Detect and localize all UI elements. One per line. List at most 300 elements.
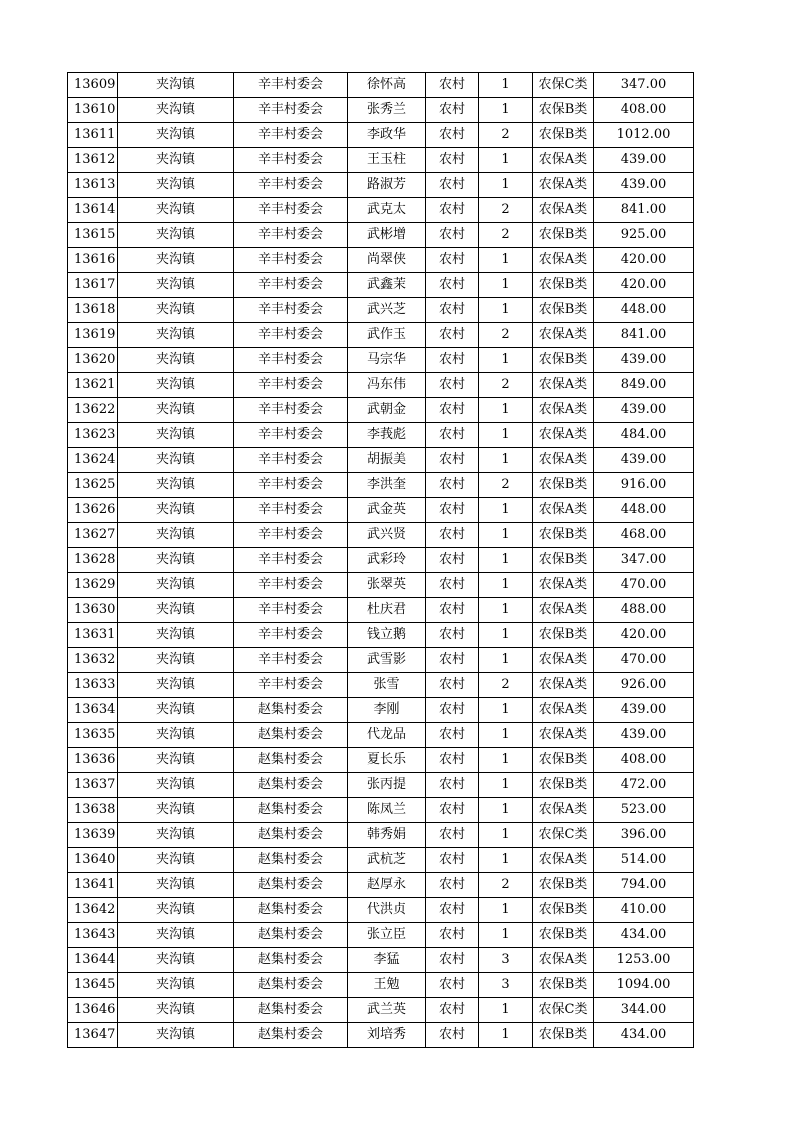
insurance-class-cell: 农保A类 bbox=[533, 198, 594, 223]
village-committee-cell: 辛丰村委会 bbox=[234, 648, 348, 673]
person-name-cell: 夏长乐 bbox=[348, 748, 426, 773]
area-type-cell: 农村 bbox=[426, 773, 479, 798]
record-id-cell: 13635 bbox=[68, 723, 118, 748]
household-count-cell: 3 bbox=[479, 973, 533, 998]
household-count-cell: 1 bbox=[479, 748, 533, 773]
table-row bbox=[68, 823, 694, 848]
village-committee-cell: 赵集村委会 bbox=[234, 873, 348, 898]
town-cell: 夹沟镇 bbox=[118, 848, 234, 873]
insurance-class-cell: 农保A类 bbox=[533, 698, 594, 723]
amount-cell: 523.00 bbox=[594, 798, 694, 823]
town-cell: 夹沟镇 bbox=[118, 398, 234, 423]
insurance-class-cell: 农保A类 bbox=[533, 448, 594, 473]
area-type-cell: 农村 bbox=[426, 198, 479, 223]
household-count-cell: 1 bbox=[479, 173, 533, 198]
record-id-cell: 13620 bbox=[68, 348, 118, 373]
household-count-cell: 1 bbox=[479, 598, 533, 623]
insurance-class-cell: 农保B类 bbox=[533, 523, 594, 548]
person-name-cell: 尚翠侠 bbox=[348, 248, 426, 273]
record-id-cell: 13609 bbox=[68, 73, 118, 98]
village-committee-cell: 辛丰村委会 bbox=[234, 523, 348, 548]
town-cell: 夹沟镇 bbox=[118, 948, 234, 973]
village-committee-cell: 赵集村委会 bbox=[234, 848, 348, 873]
household-count-cell: 2 bbox=[479, 323, 533, 348]
person-name-cell: 李政华 bbox=[348, 123, 426, 148]
town-cell: 夹沟镇 bbox=[118, 123, 234, 148]
person-name-cell: 代龙品 bbox=[348, 723, 426, 748]
household-count-cell: 1 bbox=[479, 898, 533, 923]
table-row bbox=[68, 73, 694, 98]
household-count-cell: 3 bbox=[479, 948, 533, 973]
household-count-cell: 1 bbox=[479, 348, 533, 373]
table-row bbox=[68, 498, 694, 523]
town-cell: 夹沟镇 bbox=[118, 648, 234, 673]
person-name-cell: 武兴芝 bbox=[348, 298, 426, 323]
village-committee-cell: 辛丰村委会 bbox=[234, 423, 348, 448]
record-id-cell: 13638 bbox=[68, 798, 118, 823]
person-name-cell: 胡振美 bbox=[348, 448, 426, 473]
table-row bbox=[68, 173, 694, 198]
insurance-class-cell: 农保C类 bbox=[533, 73, 594, 98]
table-row bbox=[68, 748, 694, 773]
record-id-cell: 13625 bbox=[68, 473, 118, 498]
village-committee-cell: 辛丰村委会 bbox=[234, 198, 348, 223]
insurance-class-cell: 农保B类 bbox=[533, 473, 594, 498]
area-type-cell: 农村 bbox=[426, 798, 479, 823]
town-cell: 夹沟镇 bbox=[118, 598, 234, 623]
household-count-cell: 1 bbox=[479, 398, 533, 423]
record-id-cell: 13630 bbox=[68, 598, 118, 623]
person-name-cell: 张丙提 bbox=[348, 773, 426, 798]
person-name-cell: 张秀兰 bbox=[348, 98, 426, 123]
town-cell: 夹沟镇 bbox=[118, 673, 234, 698]
amount-cell: 344.00 bbox=[594, 998, 694, 1023]
village-committee-cell: 辛丰村委会 bbox=[234, 298, 348, 323]
town-cell: 夹沟镇 bbox=[118, 248, 234, 273]
village-committee-cell: 辛丰村委会 bbox=[234, 98, 348, 123]
village-committee-cell: 辛丰村委会 bbox=[234, 348, 348, 373]
area-type-cell: 农村 bbox=[426, 998, 479, 1023]
insurance-class-cell: 农保B类 bbox=[533, 298, 594, 323]
person-name-cell: 武兴贤 bbox=[348, 523, 426, 548]
village-committee-cell: 赵集村委会 bbox=[234, 998, 348, 1023]
insurance-class-cell: 农保B类 bbox=[533, 623, 594, 648]
town-cell: 夹沟镇 bbox=[118, 548, 234, 573]
town-cell: 夹沟镇 bbox=[118, 998, 234, 1023]
insurance-class-cell: 农保A类 bbox=[533, 848, 594, 873]
table-row bbox=[68, 723, 694, 748]
insurance-class-cell: 农保A类 bbox=[533, 723, 594, 748]
person-name-cell: 武克太 bbox=[348, 198, 426, 223]
household-count-cell: 2 bbox=[479, 473, 533, 498]
amount-cell: 484.00 bbox=[594, 423, 694, 448]
town-cell: 夹沟镇 bbox=[118, 473, 234, 498]
record-id-cell: 13618 bbox=[68, 298, 118, 323]
person-name-cell: 李莪彪 bbox=[348, 423, 426, 448]
village-committee-cell: 辛丰村委会 bbox=[234, 323, 348, 348]
record-id-cell: 13631 bbox=[68, 623, 118, 648]
person-name-cell: 李刚 bbox=[348, 698, 426, 723]
amount-cell: 439.00 bbox=[594, 348, 694, 373]
record-id-cell: 13612 bbox=[68, 148, 118, 173]
record-id-cell: 13634 bbox=[68, 698, 118, 723]
amount-cell: 420.00 bbox=[594, 273, 694, 298]
amount-cell: 347.00 bbox=[594, 548, 694, 573]
amount-cell: 841.00 bbox=[594, 198, 694, 223]
record-id-cell: 13644 bbox=[68, 948, 118, 973]
insurance-class-cell: 农保A类 bbox=[533, 398, 594, 423]
table-row bbox=[68, 698, 694, 723]
household-count-cell: 1 bbox=[479, 923, 533, 948]
insurance-class-cell: 农保B类 bbox=[533, 973, 594, 998]
insurance-class-cell: 农保A类 bbox=[533, 373, 594, 398]
table-row bbox=[68, 998, 694, 1023]
village-committee-cell: 辛丰村委会 bbox=[234, 498, 348, 523]
town-cell: 夹沟镇 bbox=[118, 923, 234, 948]
record-id-cell: 13645 bbox=[68, 973, 118, 998]
insurance-class-cell: 农保B类 bbox=[533, 98, 594, 123]
insurance-class-cell: 农保A类 bbox=[533, 323, 594, 348]
village-committee-cell: 赵集村委会 bbox=[234, 798, 348, 823]
person-name-cell: 张雪 bbox=[348, 673, 426, 698]
town-cell: 夹沟镇 bbox=[118, 1023, 234, 1048]
household-count-cell: 1 bbox=[479, 73, 533, 98]
amount-cell: 439.00 bbox=[594, 698, 694, 723]
town-cell: 夹沟镇 bbox=[118, 98, 234, 123]
person-name-cell: 武作玉 bbox=[348, 323, 426, 348]
person-name-cell: 王勉 bbox=[348, 973, 426, 998]
amount-cell: 1012.00 bbox=[594, 123, 694, 148]
area-type-cell: 农村 bbox=[426, 498, 479, 523]
table-row bbox=[68, 648, 694, 673]
record-id-cell: 13611 bbox=[68, 123, 118, 148]
household-count-cell: 1 bbox=[479, 648, 533, 673]
area-type-cell: 农村 bbox=[426, 823, 479, 848]
person-name-cell: 钱立鹅 bbox=[348, 623, 426, 648]
household-count-cell: 1 bbox=[479, 248, 533, 273]
household-count-cell: 2 bbox=[479, 873, 533, 898]
village-committee-cell: 赵集村委会 bbox=[234, 973, 348, 998]
record-id-cell: 13643 bbox=[68, 923, 118, 948]
town-cell: 夹沟镇 bbox=[118, 973, 234, 998]
person-name-cell: 陈凤兰 bbox=[348, 798, 426, 823]
table-row bbox=[68, 373, 694, 398]
village-committee-cell: 赵集村委会 bbox=[234, 1023, 348, 1048]
table-row bbox=[68, 248, 694, 273]
record-id-cell: 13641 bbox=[68, 873, 118, 898]
record-id-cell: 13629 bbox=[68, 573, 118, 598]
area-type-cell: 农村 bbox=[426, 448, 479, 473]
village-committee-cell: 辛丰村委会 bbox=[234, 373, 348, 398]
insurance-class-cell: 农保B类 bbox=[533, 748, 594, 773]
person-name-cell: 武金英 bbox=[348, 498, 426, 523]
amount-cell: 439.00 bbox=[594, 148, 694, 173]
area-type-cell: 农村 bbox=[426, 748, 479, 773]
area-type-cell: 农村 bbox=[426, 273, 479, 298]
village-committee-cell: 辛丰村委会 bbox=[234, 73, 348, 98]
area-type-cell: 农村 bbox=[426, 298, 479, 323]
table-row bbox=[68, 573, 694, 598]
table-row bbox=[68, 123, 694, 148]
household-count-cell: 1 bbox=[479, 423, 533, 448]
area-type-cell: 农村 bbox=[426, 423, 479, 448]
village-committee-cell: 辛丰村委会 bbox=[234, 273, 348, 298]
area-type-cell: 农村 bbox=[426, 598, 479, 623]
record-id-cell: 13639 bbox=[68, 823, 118, 848]
village-committee-cell: 赵集村委会 bbox=[234, 748, 348, 773]
town-cell: 夹沟镇 bbox=[118, 523, 234, 548]
amount-cell: 468.00 bbox=[594, 523, 694, 548]
area-type-cell: 农村 bbox=[426, 573, 479, 598]
town-cell: 夹沟镇 bbox=[118, 298, 234, 323]
amount-cell: 439.00 bbox=[594, 398, 694, 423]
town-cell: 夹沟镇 bbox=[118, 348, 234, 373]
table-row bbox=[68, 873, 694, 898]
insurance-class-cell: 农保A类 bbox=[533, 173, 594, 198]
amount-cell: 434.00 bbox=[594, 923, 694, 948]
town-cell: 夹沟镇 bbox=[118, 698, 234, 723]
town-cell: 夹沟镇 bbox=[118, 448, 234, 473]
record-id-cell: 13632 bbox=[68, 648, 118, 673]
record-id-cell: 13637 bbox=[68, 773, 118, 798]
area-type-cell: 农村 bbox=[426, 673, 479, 698]
insurance-class-cell: 农保B类 bbox=[533, 123, 594, 148]
table-row bbox=[68, 1023, 694, 1048]
area-type-cell: 农村 bbox=[426, 973, 479, 998]
household-count-cell: 1 bbox=[479, 273, 533, 298]
amount-cell: 410.00 bbox=[594, 898, 694, 923]
area-type-cell: 农村 bbox=[426, 473, 479, 498]
village-committee-cell: 辛丰村委会 bbox=[234, 123, 348, 148]
table-row bbox=[68, 598, 694, 623]
insurance-class-cell: 农保B类 bbox=[533, 923, 594, 948]
household-count-cell: 2 bbox=[479, 673, 533, 698]
amount-cell: 420.00 bbox=[594, 248, 694, 273]
table-row bbox=[68, 198, 694, 223]
amount-cell: 916.00 bbox=[594, 473, 694, 498]
record-id-cell: 13617 bbox=[68, 273, 118, 298]
village-committee-cell: 辛丰村委会 bbox=[234, 673, 348, 698]
household-count-cell: 1 bbox=[479, 1023, 533, 1048]
person-name-cell: 李洪奎 bbox=[348, 473, 426, 498]
area-type-cell: 农村 bbox=[426, 948, 479, 973]
amount-cell: 1253.00 bbox=[594, 948, 694, 973]
record-id-cell: 13610 bbox=[68, 98, 118, 123]
record-id-cell: 13623 bbox=[68, 423, 118, 448]
area-type-cell: 农村 bbox=[426, 248, 479, 273]
amount-cell: 926.00 bbox=[594, 673, 694, 698]
area-type-cell: 农村 bbox=[426, 623, 479, 648]
table-row bbox=[68, 273, 694, 298]
amount-cell: 434.00 bbox=[594, 1023, 694, 1048]
data-table bbox=[67, 72, 694, 1048]
amount-cell: 396.00 bbox=[594, 823, 694, 848]
record-id-cell: 13619 bbox=[68, 323, 118, 348]
person-name-cell: 武彬增 bbox=[348, 223, 426, 248]
village-committee-cell: 辛丰村委会 bbox=[234, 248, 348, 273]
village-committee-cell: 辛丰村委会 bbox=[234, 548, 348, 573]
insurance-class-cell: 农保B类 bbox=[533, 873, 594, 898]
area-type-cell: 农村 bbox=[426, 873, 479, 898]
village-committee-cell: 辛丰村委会 bbox=[234, 448, 348, 473]
household-count-cell: 1 bbox=[479, 848, 533, 873]
village-committee-cell: 辛丰村委会 bbox=[234, 148, 348, 173]
town-cell: 夹沟镇 bbox=[118, 873, 234, 898]
village-committee-cell: 辛丰村委会 bbox=[234, 173, 348, 198]
amount-cell: 841.00 bbox=[594, 323, 694, 348]
household-count-cell: 1 bbox=[479, 523, 533, 548]
area-type-cell: 农村 bbox=[426, 98, 479, 123]
record-id-cell: 13626 bbox=[68, 498, 118, 523]
village-committee-cell: 辛丰村委会 bbox=[234, 573, 348, 598]
table-row bbox=[68, 948, 694, 973]
household-count-cell: 1 bbox=[479, 698, 533, 723]
person-name-cell: 武杭芝 bbox=[348, 848, 426, 873]
insurance-class-cell: 农保A类 bbox=[533, 248, 594, 273]
village-committee-cell: 赵集村委会 bbox=[234, 698, 348, 723]
household-count-cell: 2 bbox=[479, 373, 533, 398]
record-id-cell: 13622 bbox=[68, 398, 118, 423]
area-type-cell: 农村 bbox=[426, 323, 479, 348]
table-row bbox=[68, 923, 694, 948]
insurance-class-cell: 农保A类 bbox=[533, 148, 594, 173]
record-id-cell: 13614 bbox=[68, 198, 118, 223]
household-count-cell: 1 bbox=[479, 723, 533, 748]
area-type-cell: 农村 bbox=[426, 148, 479, 173]
person-name-cell: 武雪影 bbox=[348, 648, 426, 673]
record-id-cell: 13636 bbox=[68, 748, 118, 773]
town-cell: 夹沟镇 bbox=[118, 148, 234, 173]
table-row bbox=[68, 473, 694, 498]
insurance-class-cell: 农保B类 bbox=[533, 773, 594, 798]
amount-cell: 347.00 bbox=[594, 73, 694, 98]
amount-cell: 488.00 bbox=[594, 598, 694, 623]
person-name-cell: 王玉柱 bbox=[348, 148, 426, 173]
person-name-cell: 武彩玲 bbox=[348, 548, 426, 573]
amount-cell: 472.00 bbox=[594, 773, 694, 798]
record-id-cell: 13646 bbox=[68, 998, 118, 1023]
insurance-class-cell: 农保C类 bbox=[533, 998, 594, 1023]
town-cell: 夹沟镇 bbox=[118, 423, 234, 448]
table-row bbox=[68, 98, 694, 123]
household-count-cell: 1 bbox=[479, 498, 533, 523]
table-row bbox=[68, 348, 694, 373]
town-cell: 夹沟镇 bbox=[118, 898, 234, 923]
insurance-class-cell: 农保A类 bbox=[533, 798, 594, 823]
area-type-cell: 农村 bbox=[426, 398, 479, 423]
area-type-cell: 农村 bbox=[426, 898, 479, 923]
amount-cell: 849.00 bbox=[594, 373, 694, 398]
table-row bbox=[68, 323, 694, 348]
amount-cell: 925.00 bbox=[594, 223, 694, 248]
table-row bbox=[68, 223, 694, 248]
area-type-cell: 农村 bbox=[426, 923, 479, 948]
record-id-cell: 13621 bbox=[68, 373, 118, 398]
table-row bbox=[68, 548, 694, 573]
table-row bbox=[68, 973, 694, 998]
amount-cell: 408.00 bbox=[594, 748, 694, 773]
village-committee-cell: 赵集村委会 bbox=[234, 898, 348, 923]
insurance-class-cell: 农保A类 bbox=[533, 423, 594, 448]
town-cell: 夹沟镇 bbox=[118, 773, 234, 798]
person-name-cell: 冯东伟 bbox=[348, 373, 426, 398]
insurance-class-cell: 农保A类 bbox=[533, 573, 594, 598]
household-count-cell: 2 bbox=[479, 198, 533, 223]
insurance-class-cell: 农保C类 bbox=[533, 823, 594, 848]
person-name-cell: 代洪贞 bbox=[348, 898, 426, 923]
area-type-cell: 农村 bbox=[426, 348, 479, 373]
person-name-cell: 徐怀高 bbox=[348, 73, 426, 98]
village-committee-cell: 赵集村委会 bbox=[234, 948, 348, 973]
person-name-cell: 马宗华 bbox=[348, 348, 426, 373]
table-row bbox=[68, 673, 694, 698]
town-cell: 夹沟镇 bbox=[118, 498, 234, 523]
town-cell: 夹沟镇 bbox=[118, 748, 234, 773]
amount-cell: 439.00 bbox=[594, 173, 694, 198]
household-count-cell: 1 bbox=[479, 798, 533, 823]
household-count-cell: 1 bbox=[479, 998, 533, 1023]
household-count-cell: 1 bbox=[479, 298, 533, 323]
town-cell: 夹沟镇 bbox=[118, 273, 234, 298]
amount-cell: 420.00 bbox=[594, 623, 694, 648]
insurance-class-cell: 农保B类 bbox=[533, 273, 594, 298]
village-committee-cell: 赵集村委会 bbox=[234, 823, 348, 848]
village-committee-cell: 辛丰村委会 bbox=[234, 598, 348, 623]
record-id-cell: 13615 bbox=[68, 223, 118, 248]
record-id-cell: 13624 bbox=[68, 448, 118, 473]
person-name-cell: 武鑫茉 bbox=[348, 273, 426, 298]
table-row bbox=[68, 148, 694, 173]
person-name-cell: 张翠英 bbox=[348, 573, 426, 598]
area-type-cell: 农村 bbox=[426, 723, 479, 748]
table-row bbox=[68, 623, 694, 648]
town-cell: 夹沟镇 bbox=[118, 223, 234, 248]
insurance-class-cell: 农保A类 bbox=[533, 673, 594, 698]
household-count-cell: 2 bbox=[479, 223, 533, 248]
amount-cell: 470.00 bbox=[594, 648, 694, 673]
area-type-cell: 农村 bbox=[426, 548, 479, 573]
amount-cell: 514.00 bbox=[594, 848, 694, 873]
village-committee-cell: 赵集村委会 bbox=[234, 723, 348, 748]
area-type-cell: 农村 bbox=[426, 223, 479, 248]
household-count-cell: 1 bbox=[479, 148, 533, 173]
person-name-cell: 武兰英 bbox=[348, 998, 426, 1023]
household-count-cell: 1 bbox=[479, 823, 533, 848]
household-count-cell: 1 bbox=[479, 773, 533, 798]
insurance-class-cell: 农保B类 bbox=[533, 223, 594, 248]
person-name-cell: 武朝金 bbox=[348, 398, 426, 423]
amount-cell: 448.00 bbox=[594, 298, 694, 323]
insurance-class-cell: 农保B类 bbox=[533, 348, 594, 373]
insurance-class-cell: 农保A类 bbox=[533, 498, 594, 523]
amount-cell: 408.00 bbox=[594, 98, 694, 123]
person-name-cell: 张立臣 bbox=[348, 923, 426, 948]
town-cell: 夹沟镇 bbox=[118, 723, 234, 748]
household-count-cell: 1 bbox=[479, 98, 533, 123]
record-id-cell: 13640 bbox=[68, 848, 118, 873]
household-count-cell: 1 bbox=[479, 573, 533, 598]
town-cell: 夹沟镇 bbox=[118, 323, 234, 348]
record-id-cell: 13647 bbox=[68, 1023, 118, 1048]
village-committee-cell: 辛丰村委会 bbox=[234, 223, 348, 248]
table-row bbox=[68, 798, 694, 823]
town-cell: 夹沟镇 bbox=[118, 823, 234, 848]
town-cell: 夹沟镇 bbox=[118, 373, 234, 398]
record-id-cell: 13613 bbox=[68, 173, 118, 198]
person-name-cell: 杜庆君 bbox=[348, 598, 426, 623]
table-row bbox=[68, 298, 694, 323]
record-id-cell: 13642 bbox=[68, 898, 118, 923]
